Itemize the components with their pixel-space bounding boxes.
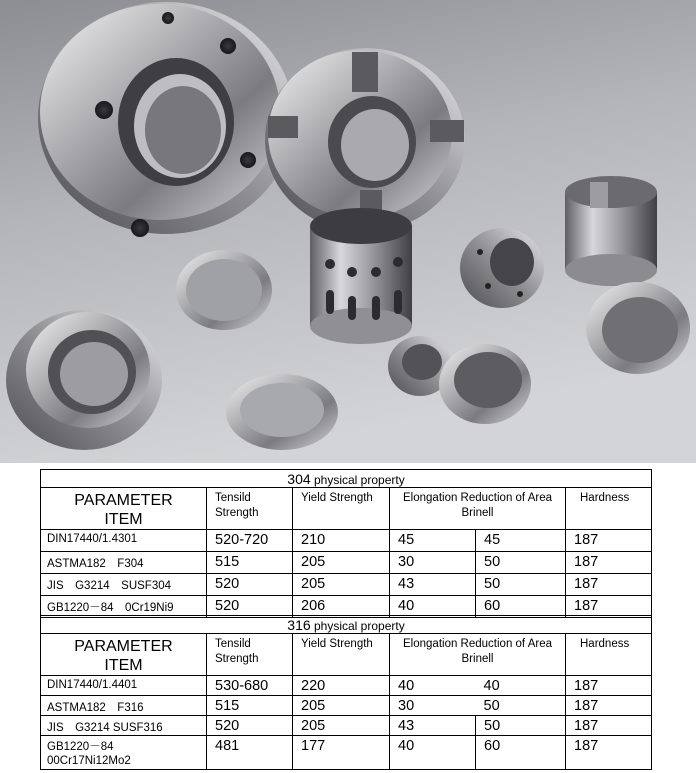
parameter-item-header [41, 634, 207, 676]
parameter-label: PARAMETER [74, 638, 173, 655]
row-hardness: 187 [566, 676, 652, 696]
table-row [41, 716, 652, 736]
tensile-header: Tensild Strength [207, 488, 293, 530]
row-item: GB1220－84 00Cr17Ni12Mo2 [41, 736, 207, 770]
row-tensile: 520 [207, 574, 293, 596]
flanged-sleeve-part [6, 310, 162, 450]
row-tensile: 520-720 [207, 530, 293, 552]
header-row [41, 488, 652, 530]
row-hardness: 187 [566, 574, 652, 596]
notched-sleeve-part [565, 176, 657, 286]
caption-label: physical property [310, 472, 405, 487]
row-tensile: 515 [207, 696, 293, 716]
header-row [41, 634, 652, 676]
row-reduction: 50 [476, 696, 566, 716]
flat-ring-part [226, 374, 338, 450]
hardness-header: Hardness [566, 634, 652, 676]
row-yield: 177 [293, 736, 390, 770]
thin-ring-part [176, 250, 272, 330]
elongation-reduction-header: Elongation Reduction of Area Brinell [390, 488, 566, 530]
row-yield: 210 [293, 530, 390, 552]
table-row [41, 696, 652, 716]
row-tensile: 481 [207, 736, 293, 770]
row-reduction: 40 [476, 676, 566, 696]
row-yield: 205 [293, 716, 390, 736]
row-elongation: 45 [390, 530, 476, 552]
row-tensile: 520 [207, 596, 293, 618]
item-label: ITEM [104, 511, 143, 528]
row-hardness: 187 [566, 736, 652, 770]
perforated-cage-part [310, 208, 412, 344]
item-label: ITEM [104, 657, 143, 674]
table-caption [41, 470, 652, 488]
row-elongation: 30 [390, 552, 476, 574]
row-item: DIN17440/1.4301 [41, 530, 207, 552]
yield-header: Yield Strength [293, 634, 390, 676]
table-row [41, 552, 652, 574]
row-hardness: 187 [566, 530, 652, 552]
row-elongation: 43 [390, 574, 476, 596]
row-item: ASTMA182 F304 [41, 552, 207, 574]
caption-grade: 316 [287, 616, 311, 633]
hardness-header: Hardness [566, 488, 652, 530]
row-reduction: 60 [476, 596, 566, 618]
row-yield: 205 [293, 552, 390, 574]
drilled-collar-part [460, 228, 544, 308]
row-item: JIS G3214 SUSF316 [41, 716, 207, 736]
row-hardness: 187 [566, 552, 652, 574]
row-reduction: 50 [476, 574, 566, 596]
table-row [41, 574, 652, 596]
row-reduction: 50 [476, 716, 566, 736]
row-reduction: 45 [476, 530, 566, 552]
elongation-reduction-header: Elongation Reduction of Area Brinell [390, 634, 566, 676]
row-tensile: 515 [207, 552, 293, 574]
row-hardness: 187 [566, 696, 652, 716]
row-reduction: 50 [476, 552, 566, 574]
row-item: GB1220－84 0Cr19Ni9 [41, 596, 207, 618]
row-elongation: 43 [390, 716, 476, 736]
row-reduction: 60 [476, 736, 566, 770]
row-elongation: 40 [390, 736, 476, 770]
row-item: JIS G3214 SUSF304 [41, 574, 207, 596]
row-elongation: 40 [390, 676, 476, 696]
parameter-item-header [41, 488, 207, 530]
row-item: DIN17440/1.4401 [41, 676, 207, 696]
row-hardness: 187 [566, 596, 652, 618]
row-item: ASTMA182 F316 [41, 696, 207, 716]
row-tensile: 530-680 [207, 676, 293, 696]
row-yield: 205 [293, 574, 390, 596]
table-row [41, 736, 652, 770]
caption-grade: 304 [287, 470, 311, 487]
property-table-304 [40, 469, 652, 618]
parameter-label: PARAMETER [74, 492, 173, 509]
slotted-ring-part [586, 282, 690, 374]
table-row [41, 530, 652, 552]
table-row [41, 676, 652, 696]
table-caption [41, 616, 652, 634]
row-elongation: 40 [390, 596, 476, 618]
row-yield: 206 [293, 596, 390, 618]
row-yield: 220 [293, 676, 390, 696]
row-hardness: 187 [566, 716, 652, 736]
row-elongation: 30 [390, 696, 476, 716]
slotted-collar-part [265, 48, 465, 232]
property-table-316 [40, 615, 652, 770]
tensile-header: Tensild Strength [207, 634, 293, 676]
caption-label: physical property [310, 618, 405, 633]
row-yield: 205 [293, 696, 390, 716]
yield-header: Yield Strength [293, 488, 390, 530]
row-tensile: 520 [207, 716, 293, 736]
